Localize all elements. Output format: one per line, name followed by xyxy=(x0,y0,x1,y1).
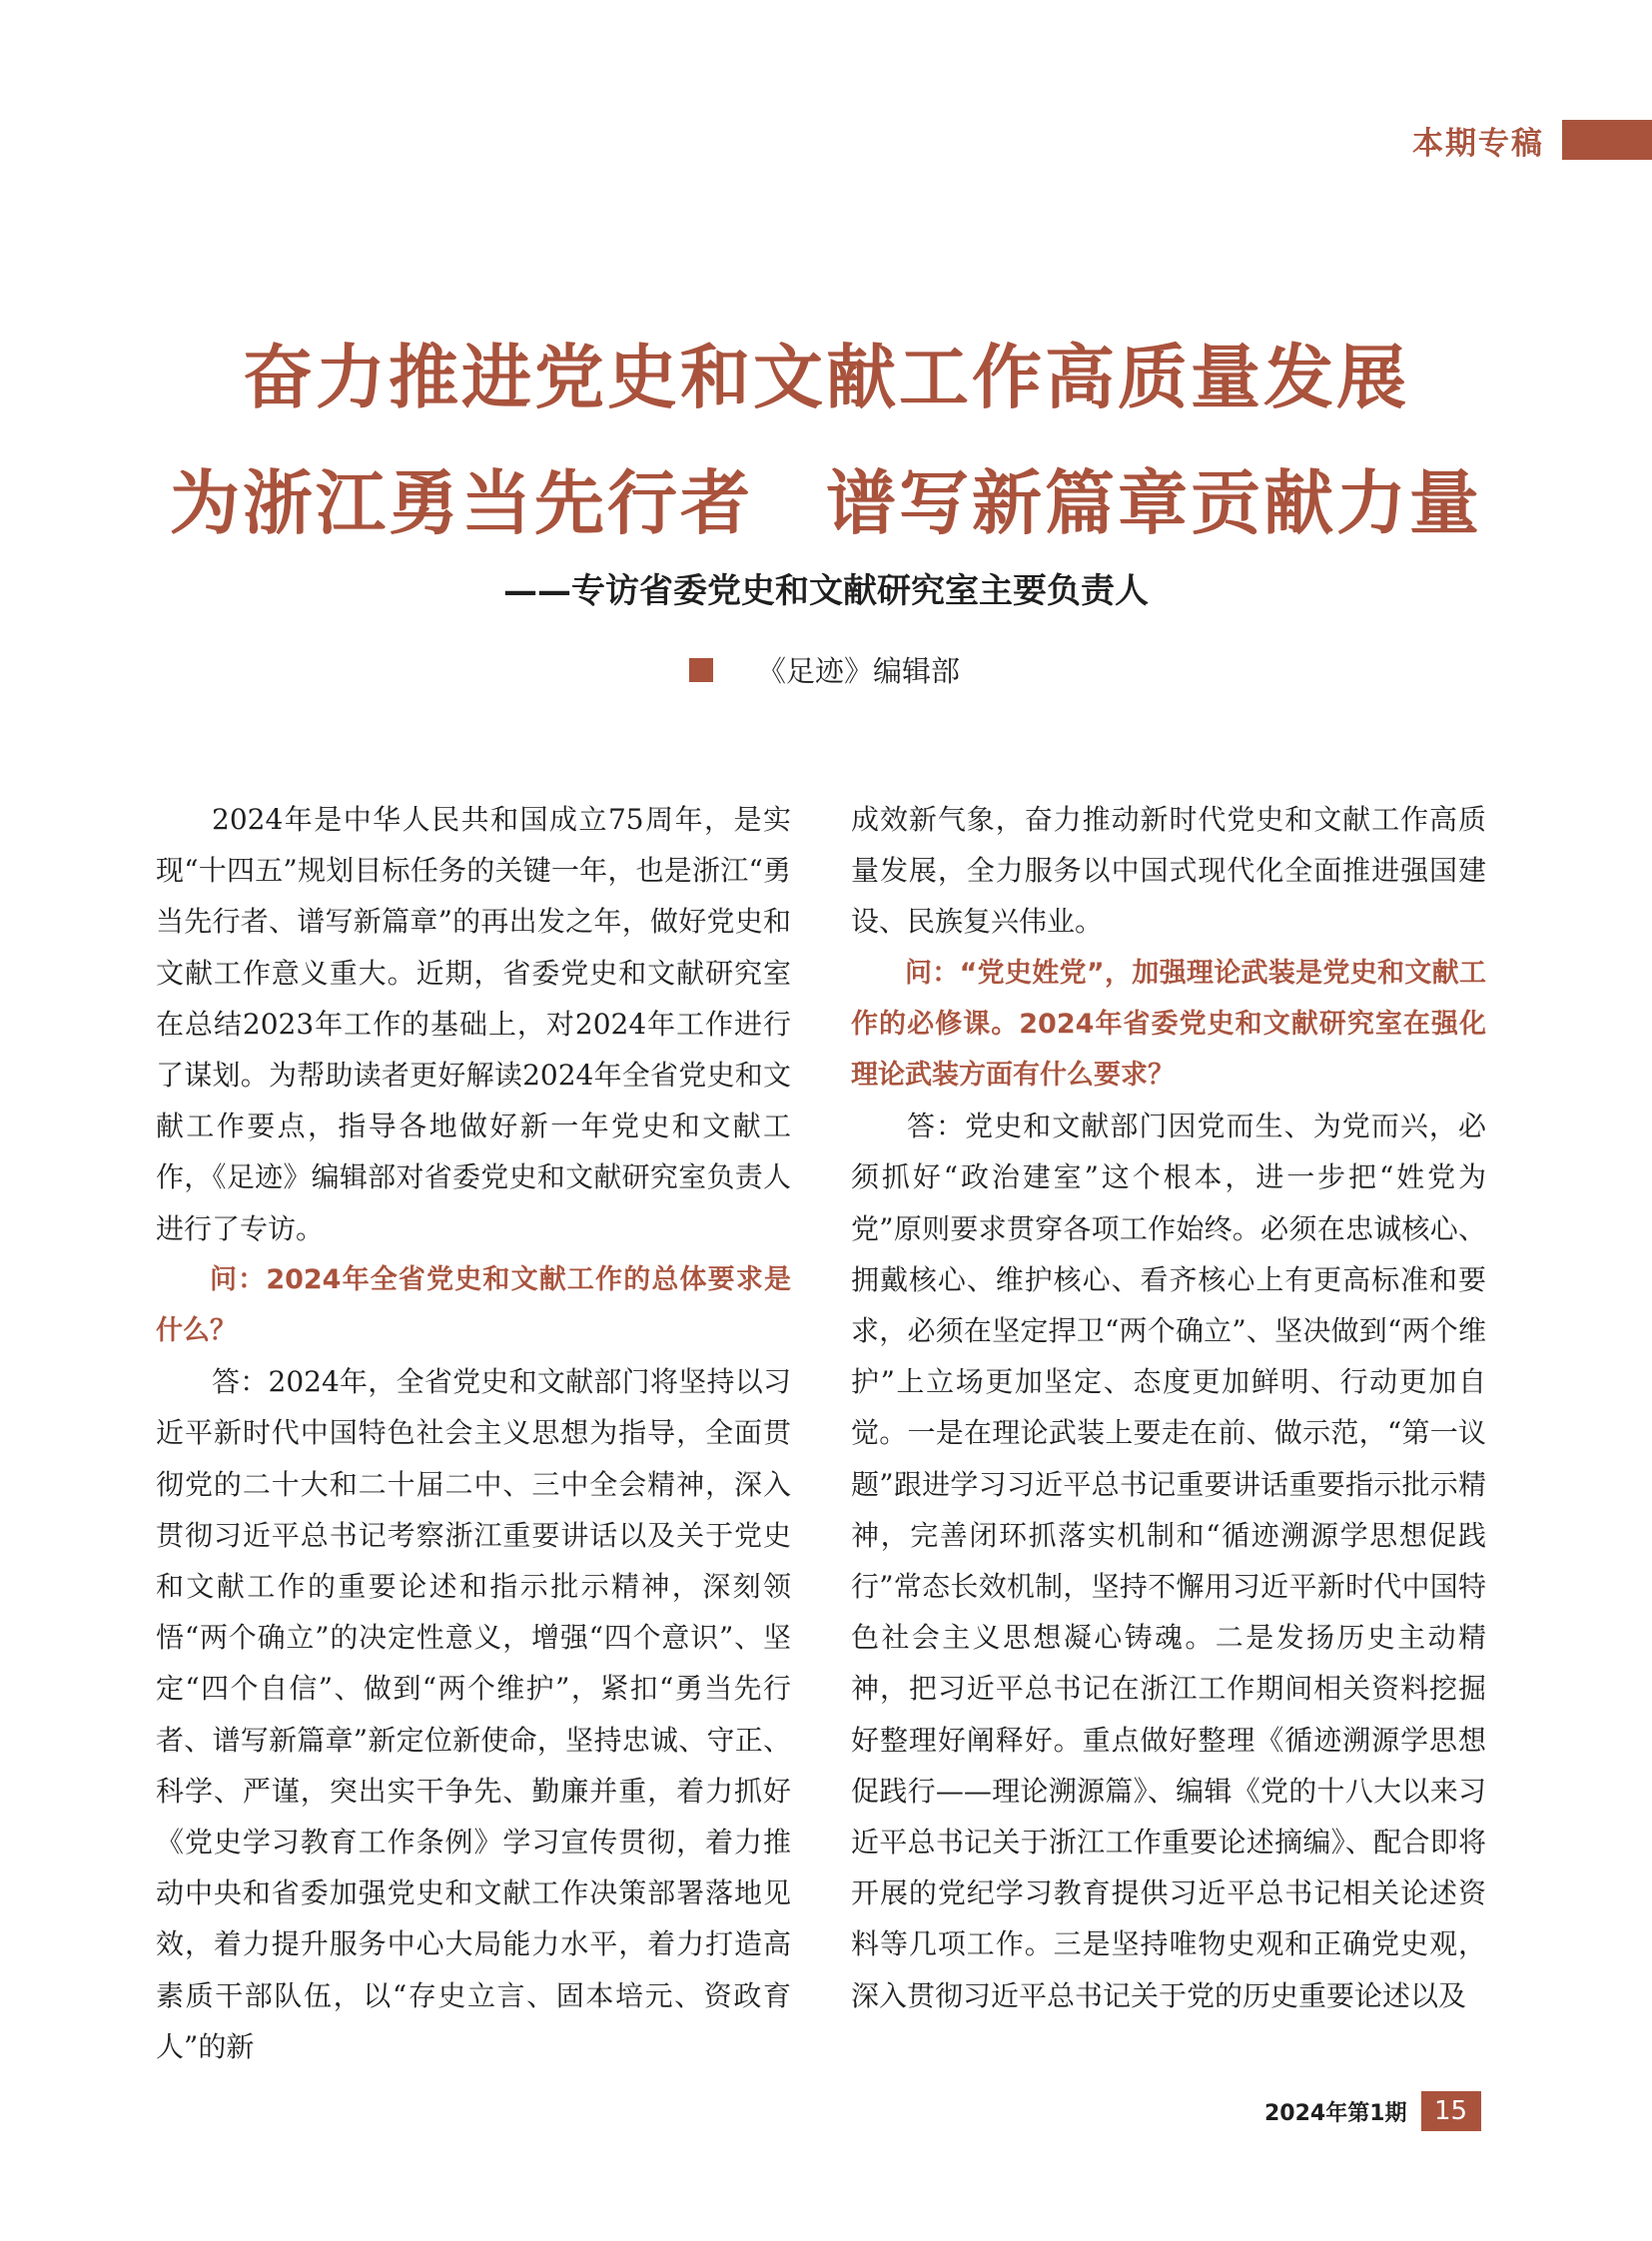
page-footer xyxy=(1264,2091,1481,2131)
answer-1: 答：2024年，全省党史和文献部门将坚持以习近平新时代中国特色社会主义思想为指导，全面贯彻党的二十大和二十届二中、三中全会精神，深入贯彻习近平总书记考察浙江重要讲话以及关于党史和文献工作的重要论述和指示批示精神，深刻领悟“两个确立”的决定性意义，增强“四个意识”、坚定“四个自信”、做到“两个维护”，紧扣“勇当先行者、谱写新篇章”新定位新使命，坚持忠诚、守正、科学、严谨，突出实干争先、勤廉并重，着力抓好《党史学习教育工作条例》学习宣传贯彻，着力推动中央和省委加强党史和文献工作决策部署落地见效，着力提升服务中心大局能力水平，着力打造高素质干部队伍，以“存史立言、固本培元、资政育人”的新 xyxy=(156,1365,791,2063)
author-name: 《足迹》编辑部 xyxy=(757,654,961,688)
answer-1-continued: 成效新气象，奋力推动新时代党史和文献工作高质量发展，全力服务以中国式现代化全面推进强国建设、民族复兴伟业。 xyxy=(851,803,1486,939)
author-square-icon xyxy=(689,658,713,682)
section-tag-bar xyxy=(1562,120,1652,160)
page-number: 15 xyxy=(1421,2091,1481,2131)
intro-paragraph: 2024年是中华人民共和国成立75周年，是实现“十四五”规划目标任务的关键一年，也是浙江“勇当先行者、谱写新篇章”的再出发之年，做好党史和文献工作意义重大。近期，省委党史和文献研究室在总结2023年工作的基础上，对2024年工作进行了谋划。为帮助读者更好解读2024年全省党史和文献工作要点，指导各地做好新一年党史和文献工作，《足迹》编辑部对省委党史和文献研究室负责人进行了专访。 xyxy=(156,803,791,1245)
question-1: 问：2024年全省党史和文献工作的总体要求是什么？ xyxy=(156,1263,791,1347)
article-title-line2: 为浙江勇当先行者 谱写新篇章贡献力量 xyxy=(170,462,1482,544)
section-header xyxy=(1412,120,1652,160)
section-tag: 本期专稿 xyxy=(1412,125,1544,162)
issue-label: 2024年第1期 xyxy=(1264,2100,1407,2126)
answer-2: 答：党史和文献部门因党而生、为党而兴，必须抓好“政治建室”这个根本，进一步把“姓党为党”原则要求贯穿各项工作始终。必须在忠诚核心、拥戴核心、维护核心、看齐核心上有更高标准和要求，必须在坚定捍卫“两个确立”、坚决做到“两个维护”上立场更加坚定、态度更加鲜明、行动更加自觉。一是在理论武装上要走在前、做示范，“第一议题”跟进学习习近平总书记重要讲话重要指示批示精神，完善闭环抓落实机制和“循迹溯源学思想促践行”常态长效机制，坚持不懈用习近平新时代中国特色社会主义思想凝心铸魂。二是发扬历史主动精神，把习近平总书记在浙江工作期间相关资料挖掘好整理好阐释好。重点做好整理《循迹溯源学思想促践行——理论溯源篇》、编辑《党的十八大以来习近平总书记关于浙江工作重要论述摘编》、配合即将开展的党纪学习教育提供习近平总书记相关论述资料等几项工作。三是坚持唯物史观和正确党史观，深入贯彻习近平总书记关于党的历史重要论述以及 xyxy=(851,1110,1486,2012)
right-column xyxy=(851,794,1486,2021)
left-column xyxy=(156,794,791,2072)
author-line xyxy=(689,649,960,690)
article-title-line1: 奋力推进党史和文献工作高质量发展 xyxy=(243,337,1409,418)
article-subtitle: ——专访省委党史和文献研究室主要负责人 xyxy=(503,571,1149,611)
question-2: 问：“党史姓党”，加强理论武装是党史和文献工作的必修课。2024年省委党史和文献研究室在强化理论武装方面有什么要求？ xyxy=(851,957,1486,1092)
